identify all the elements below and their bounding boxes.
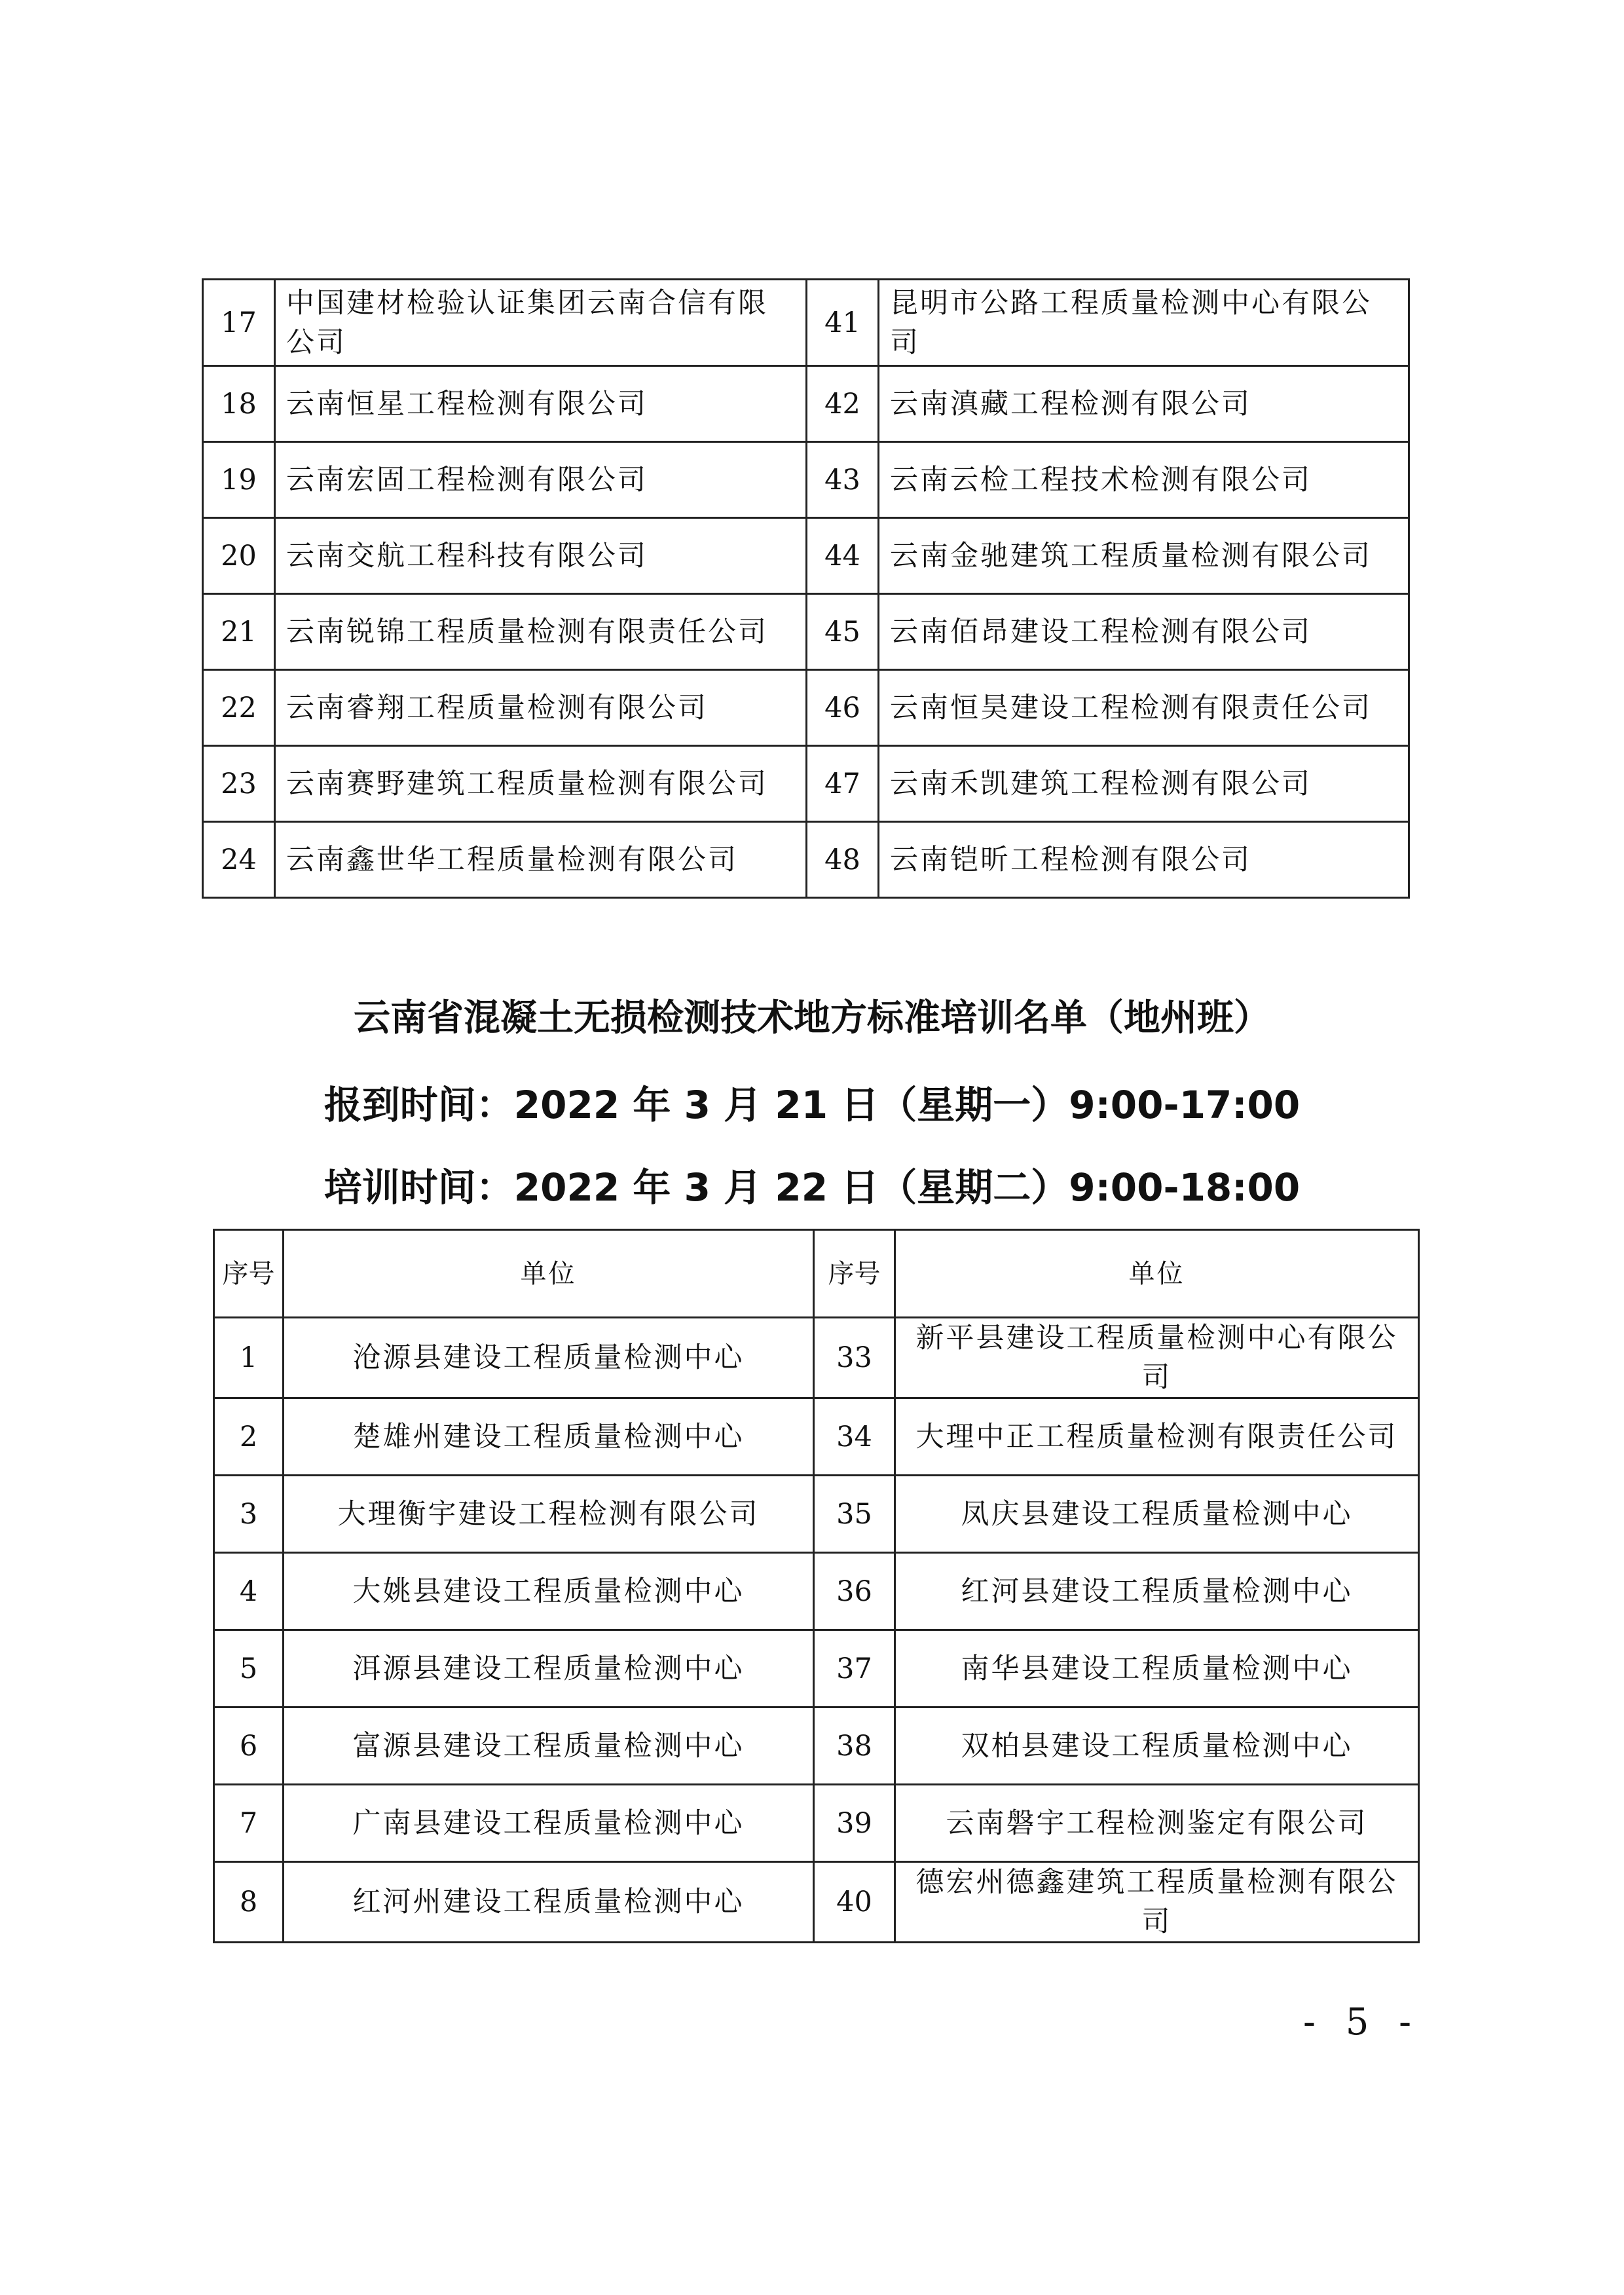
seq-cell: 40 xyxy=(814,1862,895,1943)
seq-cell: 38 xyxy=(814,1707,895,1785)
seq-cell: 42 xyxy=(807,366,879,442)
unit-cell: 富源县建设工程质量检测中心 xyxy=(284,1707,814,1785)
seq-cell: 2 xyxy=(214,1398,284,1476)
table-row xyxy=(203,594,1409,670)
table-row xyxy=(214,1707,1419,1785)
seq-cell: 4 xyxy=(214,1553,284,1630)
unit-cell: 云南恒星工程检测有限公司 xyxy=(275,366,807,442)
seq-cell: 36 xyxy=(814,1553,895,1630)
table-row xyxy=(203,518,1409,594)
seq-cell: 45 xyxy=(807,594,879,670)
seq-cell: 17 xyxy=(203,280,275,366)
unit-cell: 红河州建设工程质量检测中心 xyxy=(284,1862,814,1943)
seq-cell: 5 xyxy=(214,1630,284,1707)
unit-cell: 大理衡宇建设工程检测有限公司 xyxy=(284,1476,814,1553)
table-row xyxy=(203,442,1409,518)
unit-cell: 南华县建设工程质量检测中心 xyxy=(895,1630,1419,1707)
unit-cell: 昆明市公路工程质量检测中心有限公司 xyxy=(879,280,1409,366)
unit-cell: 德宏州德鑫建筑工程质量检测有限公司 xyxy=(895,1862,1419,1943)
seq-cell: 6 xyxy=(214,1707,284,1785)
seq-cell: 34 xyxy=(814,1398,895,1476)
seq-cell: 43 xyxy=(807,442,879,518)
table-header-row xyxy=(214,1230,1419,1318)
seq-cell: 1 xyxy=(214,1318,284,1398)
unit-cell: 云南宏固工程检测有限公司 xyxy=(275,442,807,518)
unit-cell: 沧源县建设工程质量检测中心 xyxy=(284,1318,814,1398)
unit-cell: 大姚县建设工程质量检测中心 xyxy=(284,1553,814,1630)
seq-cell: 24 xyxy=(203,822,275,898)
seq-cell: 46 xyxy=(807,670,879,746)
unit-cell: 红河县建设工程质量检测中心 xyxy=(895,1553,1419,1630)
seq-cell: 35 xyxy=(814,1476,895,1553)
table-row xyxy=(214,1476,1419,1553)
seq-cell: 8 xyxy=(214,1862,284,1943)
table-row xyxy=(203,822,1409,898)
seq-cell: 7 xyxy=(214,1785,284,1862)
seq-cell: 41 xyxy=(807,280,879,366)
unit-cell: 云南锐锦工程质量检测有限责任公司 xyxy=(275,594,807,670)
table-row xyxy=(214,1318,1419,1398)
seq-cell: 37 xyxy=(814,1630,895,1707)
unit-header: 单位 xyxy=(895,1230,1419,1318)
unit-cell: 云南滇藏工程检测有限公司 xyxy=(879,366,1409,442)
unit-cell: 云南铠昕工程检测有限公司 xyxy=(879,822,1409,898)
unit-header: 单位 xyxy=(284,1230,814,1318)
training-time: 培训时间：2022 年 3 月 22 日（星期二）9:00-18:00 xyxy=(323,1165,1301,1210)
unit-cell: 云南磐宇工程检测鉴定有限公司 xyxy=(895,1785,1419,1862)
seq-cell: 44 xyxy=(807,518,879,594)
unit-cell: 大理中正工程质量检测有限责任公司 xyxy=(895,1398,1419,1476)
table-row xyxy=(214,1785,1419,1862)
report-time: 报到时间：2022 年 3 月 21 日（星期一）9:00-17:00 xyxy=(323,1083,1301,1127)
table-continued xyxy=(202,278,1410,899)
unit-cell: 凤庆县建设工程质量检测中心 xyxy=(895,1476,1419,1553)
seq-cell: 21 xyxy=(203,594,275,670)
table-row xyxy=(214,1630,1419,1707)
seq-cell: 23 xyxy=(203,746,275,822)
unit-cell: 云南禾凯建筑工程检测有限公司 xyxy=(879,746,1409,822)
table-row xyxy=(214,1553,1419,1630)
table-row xyxy=(214,1862,1419,1943)
unit-cell: 云南金驰建筑工程质量检测有限公司 xyxy=(879,518,1409,594)
unit-cell: 云南恒昊建设工程检测有限责任公司 xyxy=(879,670,1409,746)
unit-cell: 广南县建设工程质量检测中心 xyxy=(284,1785,814,1862)
unit-cell: 云南赛野建筑工程质量检测有限公司 xyxy=(275,746,807,822)
table-row xyxy=(203,280,1409,366)
training-list-table xyxy=(213,1229,1420,1943)
seq-cell: 48 xyxy=(807,822,879,898)
unit-cell: 云南睿翔工程质量检测有限公司 xyxy=(275,670,807,746)
seq-header: 序号 xyxy=(814,1230,895,1318)
unit-cell: 双柏县建设工程质量检测中心 xyxy=(895,1707,1419,1785)
section-title: 云南省混凝土无损检测技术地方标准培训名单（地州班） xyxy=(354,997,1270,1039)
table-row xyxy=(203,670,1409,746)
unit-cell: 楚雄州建设工程质量检测中心 xyxy=(284,1398,814,1476)
seq-cell: 3 xyxy=(214,1476,284,1553)
unit-cell: 云南鑫世华工程质量检测有限公司 xyxy=(275,822,807,898)
table-row xyxy=(214,1398,1419,1476)
unit-cell: 洱源县建设工程质量检测中心 xyxy=(284,1630,814,1707)
seq-cell: 22 xyxy=(203,670,275,746)
seq-cell: 19 xyxy=(203,442,275,518)
table-row xyxy=(203,366,1409,442)
seq-header: 序号 xyxy=(214,1230,284,1318)
unit-cell: 云南交航工程科技有限公司 xyxy=(275,518,807,594)
seq-cell: 18 xyxy=(203,366,275,442)
page-number: - 5 - xyxy=(1303,2001,1421,2043)
unit-cell: 云南佰昂建设工程检测有限公司 xyxy=(879,594,1409,670)
seq-cell: 47 xyxy=(807,746,879,822)
seq-cell: 39 xyxy=(814,1785,895,1862)
seq-cell: 20 xyxy=(203,518,275,594)
table-row xyxy=(203,746,1409,822)
unit-cell: 新平县建设工程质量检测中心有限公司 xyxy=(895,1318,1419,1398)
seq-cell: 33 xyxy=(814,1318,895,1398)
unit-cell: 中国建材检验认证集团云南合信有限公司 xyxy=(275,280,807,366)
unit-cell: 云南云检工程技术检测有限公司 xyxy=(879,442,1409,518)
